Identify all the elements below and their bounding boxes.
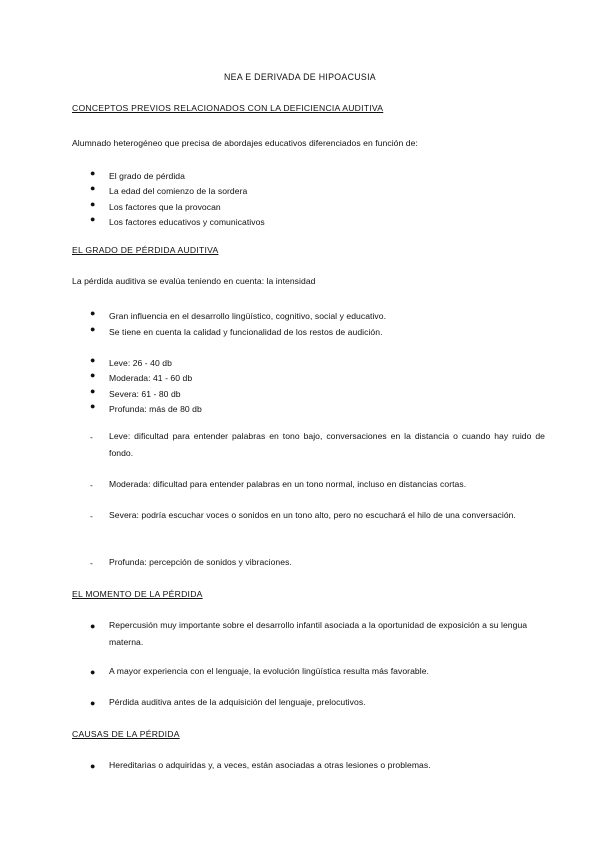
bullet-marker: ● — [90, 667, 96, 677]
bullet-marker: ● — [90, 355, 96, 365]
heading-momento: EL MOMENTO DE LA PÉRDIDA — [72, 589, 203, 599]
bullet-marker: ● — [90, 168, 96, 178]
dash-marker: - — [90, 480, 93, 490]
dash-marker: - — [90, 558, 93, 568]
bullet-marker: ● — [90, 401, 96, 411]
paragraph-grado-intro: La pérdida auditiva se evalúa teniendo en cuenta: la intensidad — [72, 276, 316, 286]
paragraph-conceptos-intro: Alumnado heterogéneo que precisa de abordajes educativos diferenciados en función de: — [72, 138, 418, 148]
dash-marker: - — [90, 432, 93, 442]
bullet-marker: ● — [90, 698, 96, 708]
bullet-marker: ● — [90, 324, 96, 334]
heading-grado: EL GRADO DE PÉRDIDA AUDITIVA — [72, 245, 219, 255]
document-page: NEA E DERIVADA DE HIPOACUSIA CONCEPTOS PREVIOS RELACIONADOS CON LA DEFICIENCIA AUDITIVA Alumnado heterogéneo que precisa de abordajes educativos diferenciados en función de: ● El grado de pérdida ● La edad del comienzo de la sordera ● Los factores que la provocan ● Los factores educativos y comunicativos EL GRADO DE PÉRDIDA AUDITIVA La pérdida auditiva se evalúa teniendo en cuenta: la intensidad ● Gran influencia en el desarrollo lingüístico, cognitivo, social y educativo. ● Se tiene en cuenta la calidad y funcionalidad de los restos de audición. ● Leve: 26 - 40 db ● Moderada: 41 - 60 db ● Severa: 61 - 80 db ● Profunda: más de 80 db - Leve: dificultad para entender palabras en tono bajo, conversaciones en la distancia o cuando hay ruido de fondo. - Moderada: dificultad para entender palabras en un tono normal, incluso en distancias cortas. - Severa: podría escuchar voces o sonidos en un tono alto, pero no escuchará el hilo de una conversación. - Profunda: percepción de sonidos y vibraciones. EL MOMENTO DE LA PÉRDIDA ● Repercusión muy importante sobre el desarrollo infantil asociada a la oportunidad de exposición a su lengua materna. ● A mayor experiencia con el lenguaje, la evolución lingüística resulta más favorable. ● Pérdida auditiva antes de la adquisición del lenguaje, prelocutivos. CAUSAS DE LA PÉRDIDA ● Hereditarias o adquiridas y, a veces, están asociadas a otras lesiones o problemas. — [0, 0, 600, 848]
heading-conceptos: CONCEPTOS PREVIOS RELACIONADOS CON LA DEFICIENCIA AUDITIVA — [72, 103, 384, 113]
bullet-marker: ● — [90, 621, 96, 631]
heading-causas: CAUSAS DE LA PÉRDIDA — [72, 729, 180, 739]
bullet-marker: ● — [90, 214, 96, 224]
bullet-marker: ● — [90, 199, 96, 209]
dash-marker: - — [90, 511, 93, 521]
bullet-marker: ● — [90, 761, 96, 771]
bullet-marker: ● — [90, 370, 96, 380]
document-title: NEA E DERIVADA DE HIPOACUSIA — [224, 72, 376, 82]
bullet-marker: ● — [90, 386, 96, 396]
bullet-marker: ● — [90, 308, 96, 318]
bullet-marker: ● — [90, 183, 96, 193]
